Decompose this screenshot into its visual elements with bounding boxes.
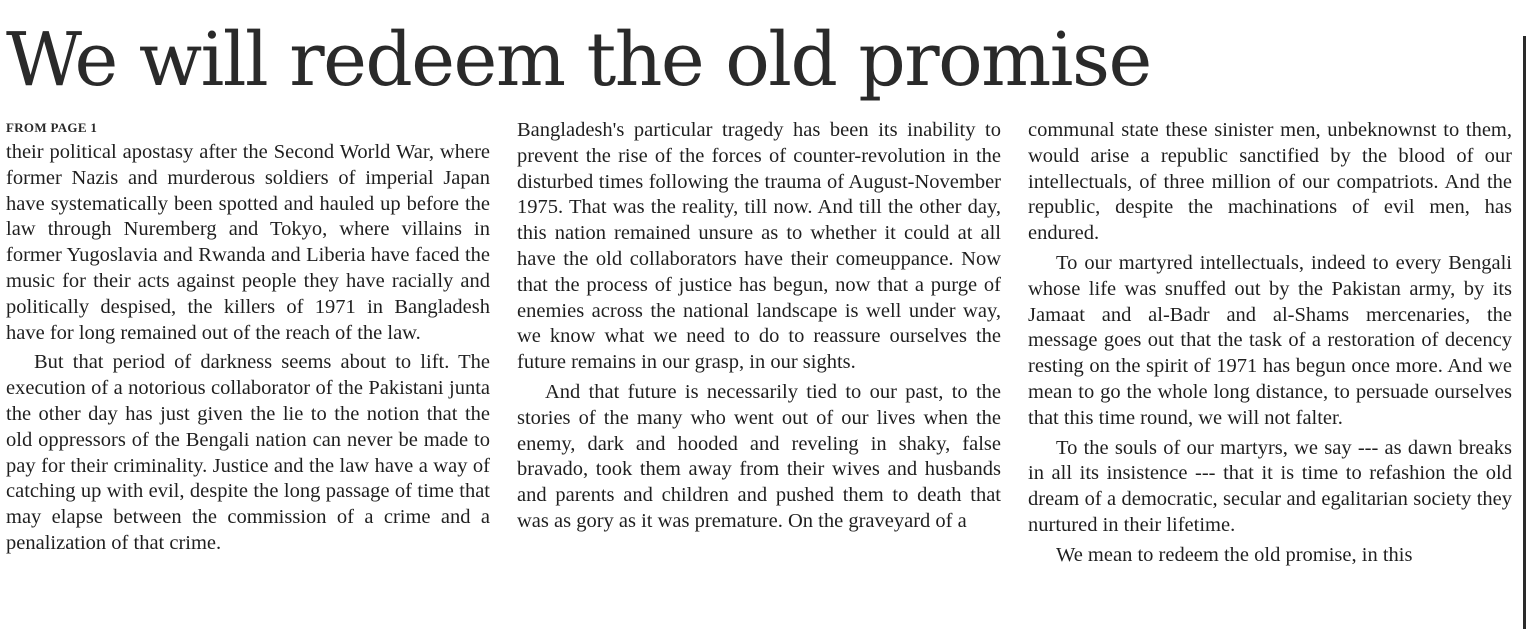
- paragraph: But that period of darkness seems about to lift. The execution of a notorious collaborator of the Pakistani junta the other day has just given the lie to the notion that the old oppressors of the Bengali nation can never be made to pay for their criminality. Justice and the law have a way of catching up with evil, despite the long passage of time that may elapse between the commission of a crime and a penalization of that crime.: [6, 351, 490, 554]
- paragraph: We mean to redeem the old promise, in this: [1056, 543, 1413, 566]
- article-column-2: [517, 118, 1001, 535]
- paragraph: their political apostasy after the Second World War, where former Nazis and murderous soldiers of imperial Japan have systematically been spotted and hauled up before the law through Nuremberg and Tokyo, where villains in former Yugoslavia and Rwanda and Liberia have faced the music for their acts against people they have racially and politically despised, the killers of 1971 in Bangladesh have for long remained out of the reach of the law.: [6, 141, 490, 344]
- paragraph: To the souls of our martyrs, we say --- as dawn breaks in all its insistence --- that it is time to refashion the old dream of a democratic, secular and egalitarian society they nurtured in their lifetime.: [1028, 436, 1512, 536]
- continuation-kicker: FROM PAGE 1: [6, 120, 98, 135]
- article-column-1: [6, 118, 490, 557]
- article-column-3: [1028, 118, 1512, 569]
- headline: We will redeem the old promise: [6, 17, 1151, 103]
- paragraph: And that future is necessarily tied to our past, to the stories of the many who went out of our lives when the enemy, dark and hooded and reveling in shaky, false bravado, took them away from their wives and husbands and parents and children and pushed them to death that was as gory as it was premature. On the graveyard of a: [517, 380, 1001, 532]
- paragraph: To our martyred intellectuals, indeed to every Bengali whose life was snuffed out by the Pakistan army, by its Jamaat and al-Badr and al-Shams mercenaries, the message goes out that the task of a restoration of decency resting on the spirit of 1971 has begun once more. And we mean to go the whole long distance, to persuade ourselves that this time round, we will not falter.: [1028, 251, 1512, 429]
- paragraph: Bangladesh's particular tragedy has been its inability to prevent the rise of the forces of counter-revolution in the disturbed times following the trauma of August-November 1975. That was the reality, till now. And till the other day, this nation remained unsure as to whether it could at all have the old collaborators have their comeuppance. Now that the process of justice has begun, now that a purge of enemies across the national landscape is well under way, we know what we need to do to reassure ourselves the future remains in our grasp, in our sights.: [517, 119, 1001, 374]
- paragraph: communal state these sinister men, unbeknownst to them, would arise a republic sanctified by the blood of our intellectuals, of three million of our compatriots. And the republic, despite the machinations of evil men, has endured.: [1028, 119, 1512, 245]
